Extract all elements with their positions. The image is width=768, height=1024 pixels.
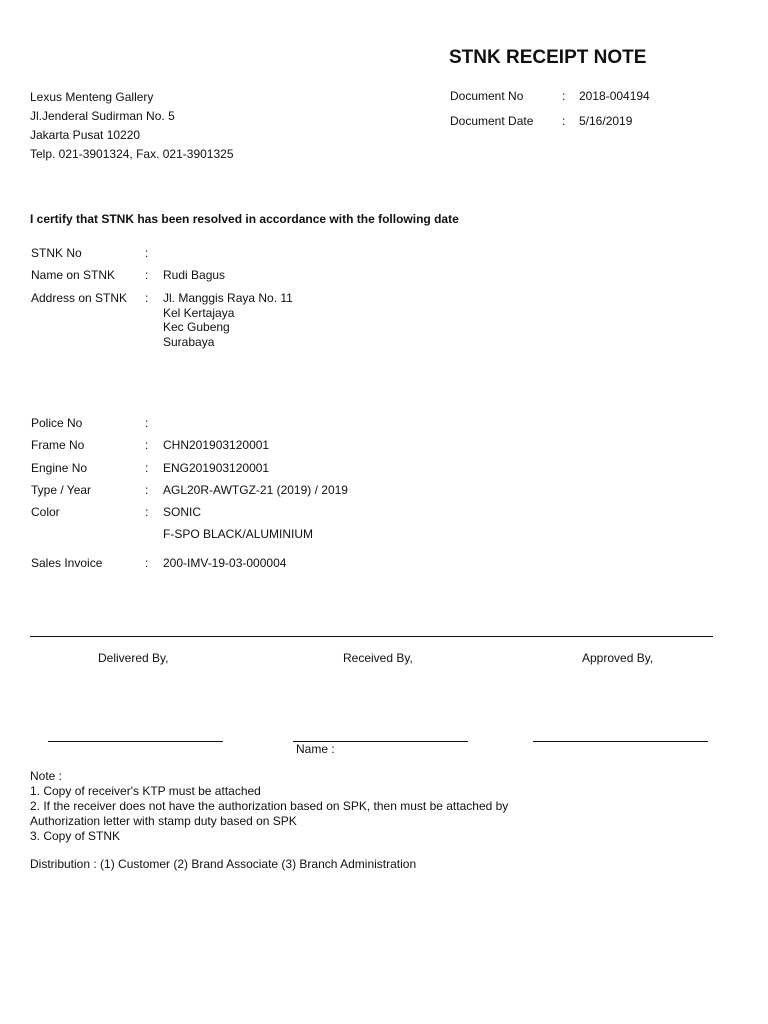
delivered-by-signature-line (48, 741, 223, 742)
company-info (30, 88, 234, 164)
sales-invoice-label: Sales Invoice (31, 556, 103, 570)
company-phone: Telp. 021-3901324, Fax. 021-3901325 (30, 147, 234, 161)
company-address-line1: Jl.Jenderal Sudirman No. 5 (30, 109, 175, 123)
color-value-line2: F-SPO BLACK/ALUMINIUM (163, 527, 314, 541)
document-no-colon: : (562, 89, 566, 103)
note-item: 3. Copy of STNK (30, 829, 121, 843)
stnk-no-label: STNK No (31, 246, 82, 260)
approved-by-label: Approved By, (582, 651, 654, 665)
delivered-by-label: Delivered By, (98, 651, 169, 665)
color-label: Color (31, 505, 60, 519)
address-line: Kel Kertajaya (163, 305, 235, 320)
engine-no-value: ENG201903120001 (163, 461, 270, 475)
document-no-label: Document No (450, 89, 524, 103)
type-year-label: Type / Year (31, 483, 92, 497)
sales-invoice-value: 200-IMV-19-03-000004 (163, 556, 287, 570)
company-name: Lexus Menteng Gallery (30, 90, 154, 104)
receiver-name-label: Name : (296, 742, 335, 756)
name-on-stnk-colon: : (145, 268, 149, 282)
sales-invoice-colon: : (145, 556, 149, 570)
police-no-label: Police No (31, 416, 83, 430)
notes-section (30, 769, 508, 872)
frame-no-label: Frame No (31, 438, 85, 452)
approved-by-signature-line (533, 741, 708, 742)
company-address-line2: Jakarta Pusat 10220 (30, 128, 141, 142)
frame-no-value: CHN201903120001 (163, 438, 270, 452)
engine-no-colon: : (145, 461, 149, 475)
note-item: 1. Copy of receiver's KTP must be attached (30, 784, 261, 798)
frame-no-colon: : (145, 438, 149, 452)
address-on-stnk-colon: : (145, 291, 149, 305)
address-line: Jl. Manggis Raya No. 11 (163, 291, 293, 305)
note-item: Authorization letter with stamp duty based on SPK (30, 814, 297, 828)
color-colon: : (145, 505, 149, 519)
document-title: STNK RECEIPT NOTE (449, 47, 647, 68)
signature-section-divider (30, 636, 713, 637)
document-date-colon: : (562, 114, 566, 128)
certify-statement: I certify that STNK has been resolved in accordance with the following date (30, 212, 459, 226)
document-date-label: Document Date (450, 114, 534, 128)
address-on-stnk-label: Address on STNK (31, 291, 128, 305)
document-no-value: 2018-004194 (579, 89, 650, 103)
address-line: Surabaya (163, 334, 215, 349)
type-year-colon: : (145, 483, 149, 497)
distribution-text: Distribution : (1) Customer (2) Brand Associate (3) Branch Administration (30, 857, 417, 871)
address-line: Kec Gubeng (163, 320, 230, 334)
received-by-label: Received By, (343, 651, 413, 665)
police-no-colon: : (145, 416, 149, 430)
address-on-stnk-value (163, 291, 293, 349)
type-year-value: AGL20R-AWTGZ-21 (2019) / 2019 (163, 483, 348, 497)
name-on-stnk-value: Rudi Bagus (163, 268, 226, 282)
color-value-line1: SONIC (163, 505, 202, 519)
engine-no-label: Engine No (31, 461, 88, 475)
document-date-value: 5/16/2019 (579, 114, 633, 128)
stnk-no-colon: : (145, 246, 149, 260)
name-on-stnk-label: Name on STNK (31, 268, 116, 282)
note-item: 2. If the receiver does not have the authorization based on SPK, then must be attached by (30, 799, 509, 813)
notes-heading: Note : (30, 769, 63, 783)
